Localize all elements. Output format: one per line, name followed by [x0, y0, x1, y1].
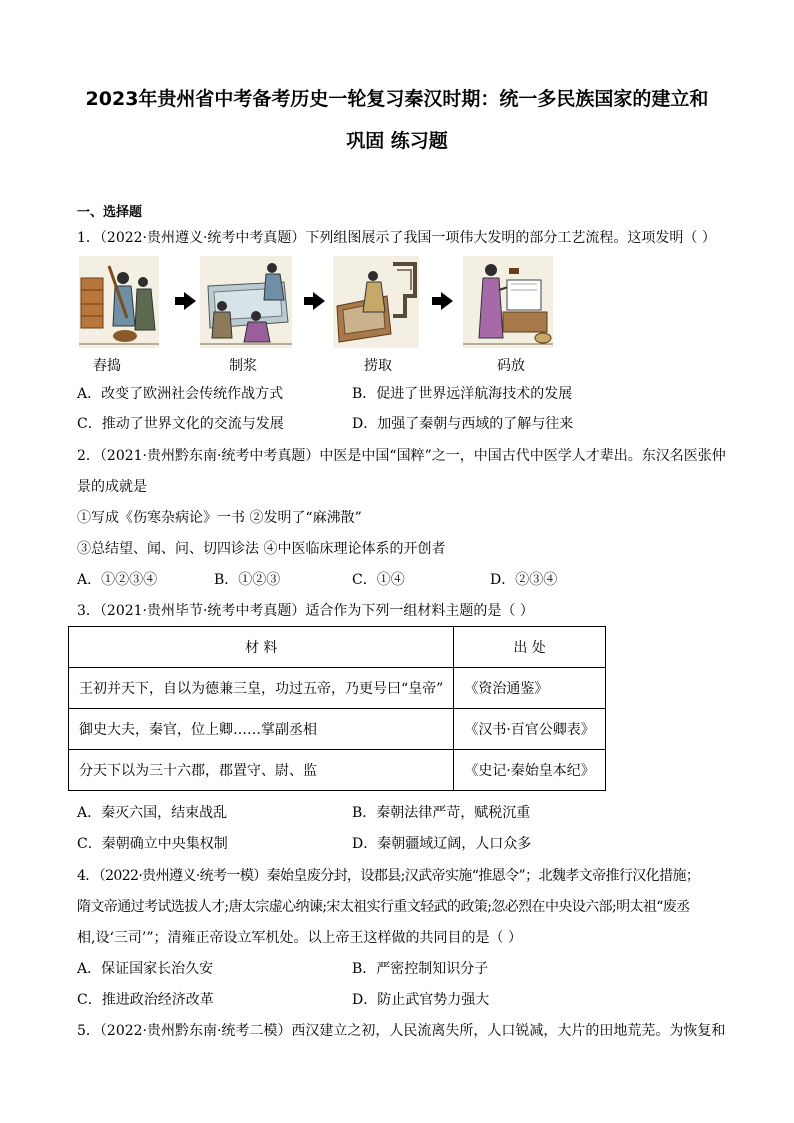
column-header-source: 出 处: [454, 627, 605, 668]
q2-option-b[interactable]: B．①②③: [214, 572, 281, 588]
q3-option-b[interactable]: B．秦朝法律严苛，赋税沉重: [352, 805, 531, 821]
source-cell: 《资治通鉴》: [454, 668, 605, 709]
q1-option-b[interactable]: B．促进了世界远洋航海技术的发展: [352, 386, 573, 402]
caption-pulping: 制浆: [229, 358, 257, 374]
papermaking-pounding-illustration: [79, 256, 159, 348]
section-heading: 一、选择题: [77, 205, 143, 220]
material-cell: 王初并天下，自以为德兼三皇，功过五帝，乃更号曰“皇帝”: [69, 668, 454, 709]
q4-stem-line2: 隋文帝通过考试选拔人才;唐太宗虚心纳谏;宋太祖实行重文轻武的政策;忽必烈在中央设六部;明太祖“废丞: [77, 899, 690, 915]
q4-option-b[interactable]: B．严密控制知识分子: [352, 961, 489, 977]
papermaking-stacking-illustration: [463, 256, 553, 348]
q1-option-d[interactable]: D．加强了秦朝与西域的了解与往来: [352, 416, 574, 432]
table-row: [69, 709, 606, 750]
caption-pounding: 舂捣: [93, 358, 121, 374]
q4-option-a[interactable]: A．保证国家长治久安: [77, 961, 214, 977]
q3-option-a[interactable]: A．秦灭六国，结束战乱: [77, 805, 228, 821]
q3-option-c[interactable]: C．秦朝确立中央集权制: [77, 836, 228, 852]
source-cell: 《汉书·百官公卿表》: [454, 709, 605, 750]
arrow-right-icon: [441, 292, 453, 310]
caption-scooping: 捞取: [364, 358, 392, 374]
q4-stem-line1: 4．（2022·贵州遵义·统考一模）秦始皇废分封，设郡县;汉武帝实施“推恩令”；北魏孝文帝推行汉化措施；: [77, 868, 700, 884]
source-cell: 《史记·秦始皇本纪》: [454, 750, 605, 791]
q2-option-c[interactable]: C．①④: [352, 572, 405, 588]
q2-items-line2: ③总结望、闻、问、切四诊法 ④中医临床理论体系的开创者: [77, 541, 446, 557]
material-table: [68, 626, 606, 791]
q2-option-a[interactable]: A．①②③④: [77, 572, 158, 588]
q5-stem-line1: 5．（2022·贵州黔东南·统考二模）西汉建立之初，人民流离失所，人口锐减，大片的田地荒芜。为恢复和: [77, 1023, 726, 1039]
q4-option-c[interactable]: C．推进政治经济改革: [77, 992, 214, 1008]
q3-stem: 3．（2021·贵州毕节·统考中考真题）适合作为下列一组材料主题的是（ ）: [77, 603, 534, 619]
q2-stem-line2: 景的成就是: [77, 479, 147, 495]
q2-stem-line1: 2．（2021·贵州黔东南·统考中考真题）中医是中国“国粹”之一，中国古代中医学人才辈出。东汉名医张仲: [77, 448, 726, 464]
page-title-line2: 巩固 练习题: [346, 130, 448, 152]
q2-items-line1: ①写成《伤寒杂病论》一书 ②发明了“麻沸散”: [77, 510, 362, 526]
table-row: [69, 750, 606, 791]
arrow-right-icon: [184, 292, 196, 310]
material-cell: 御史大夫，秦官，位上卿……掌副丞相: [69, 709, 454, 750]
q4-option-d[interactable]: D．防止武官势力强大: [352, 992, 490, 1008]
caption-stacking: 码放: [497, 358, 525, 374]
q1-option-c[interactable]: C．推动了世界文化的交流与发展: [77, 416, 284, 432]
q1-stem: 1．（2022·贵州遵义·统考中考真题）下列组图展示了我国一项伟大发明的部分工艺流程。这项发明（ ）: [77, 230, 716, 246]
page-title-line1: 2023年贵州省中考备考历史一轮复习秦汉时期：统一多民族国家的建立和: [85, 88, 709, 110]
arrow-right-icon: [313, 292, 325, 310]
papermaking-scooping-illustration: [333, 256, 419, 348]
material-cell: 分天下以为三十六郡，郡置守、尉、监: [69, 750, 454, 791]
q1-option-a[interactable]: A．改变了欧洲社会传统作战方式: [77, 386, 284, 402]
column-header-material: 材 料: [69, 627, 454, 668]
table-row: [69, 668, 606, 709]
table-header-row: [69, 627, 606, 668]
q4-stem-line3: 相,设‘三司’”；清雍正帝设立军机处。以上帝王这样做的共同目的是（ ）: [77, 930, 522, 946]
q3-option-d[interactable]: D．秦朝疆域辽阔，人口众多: [352, 836, 532, 852]
papermaking-pulp-illustration: [200, 256, 292, 348]
q2-option-d[interactable]: D．②③④: [490, 572, 558, 588]
